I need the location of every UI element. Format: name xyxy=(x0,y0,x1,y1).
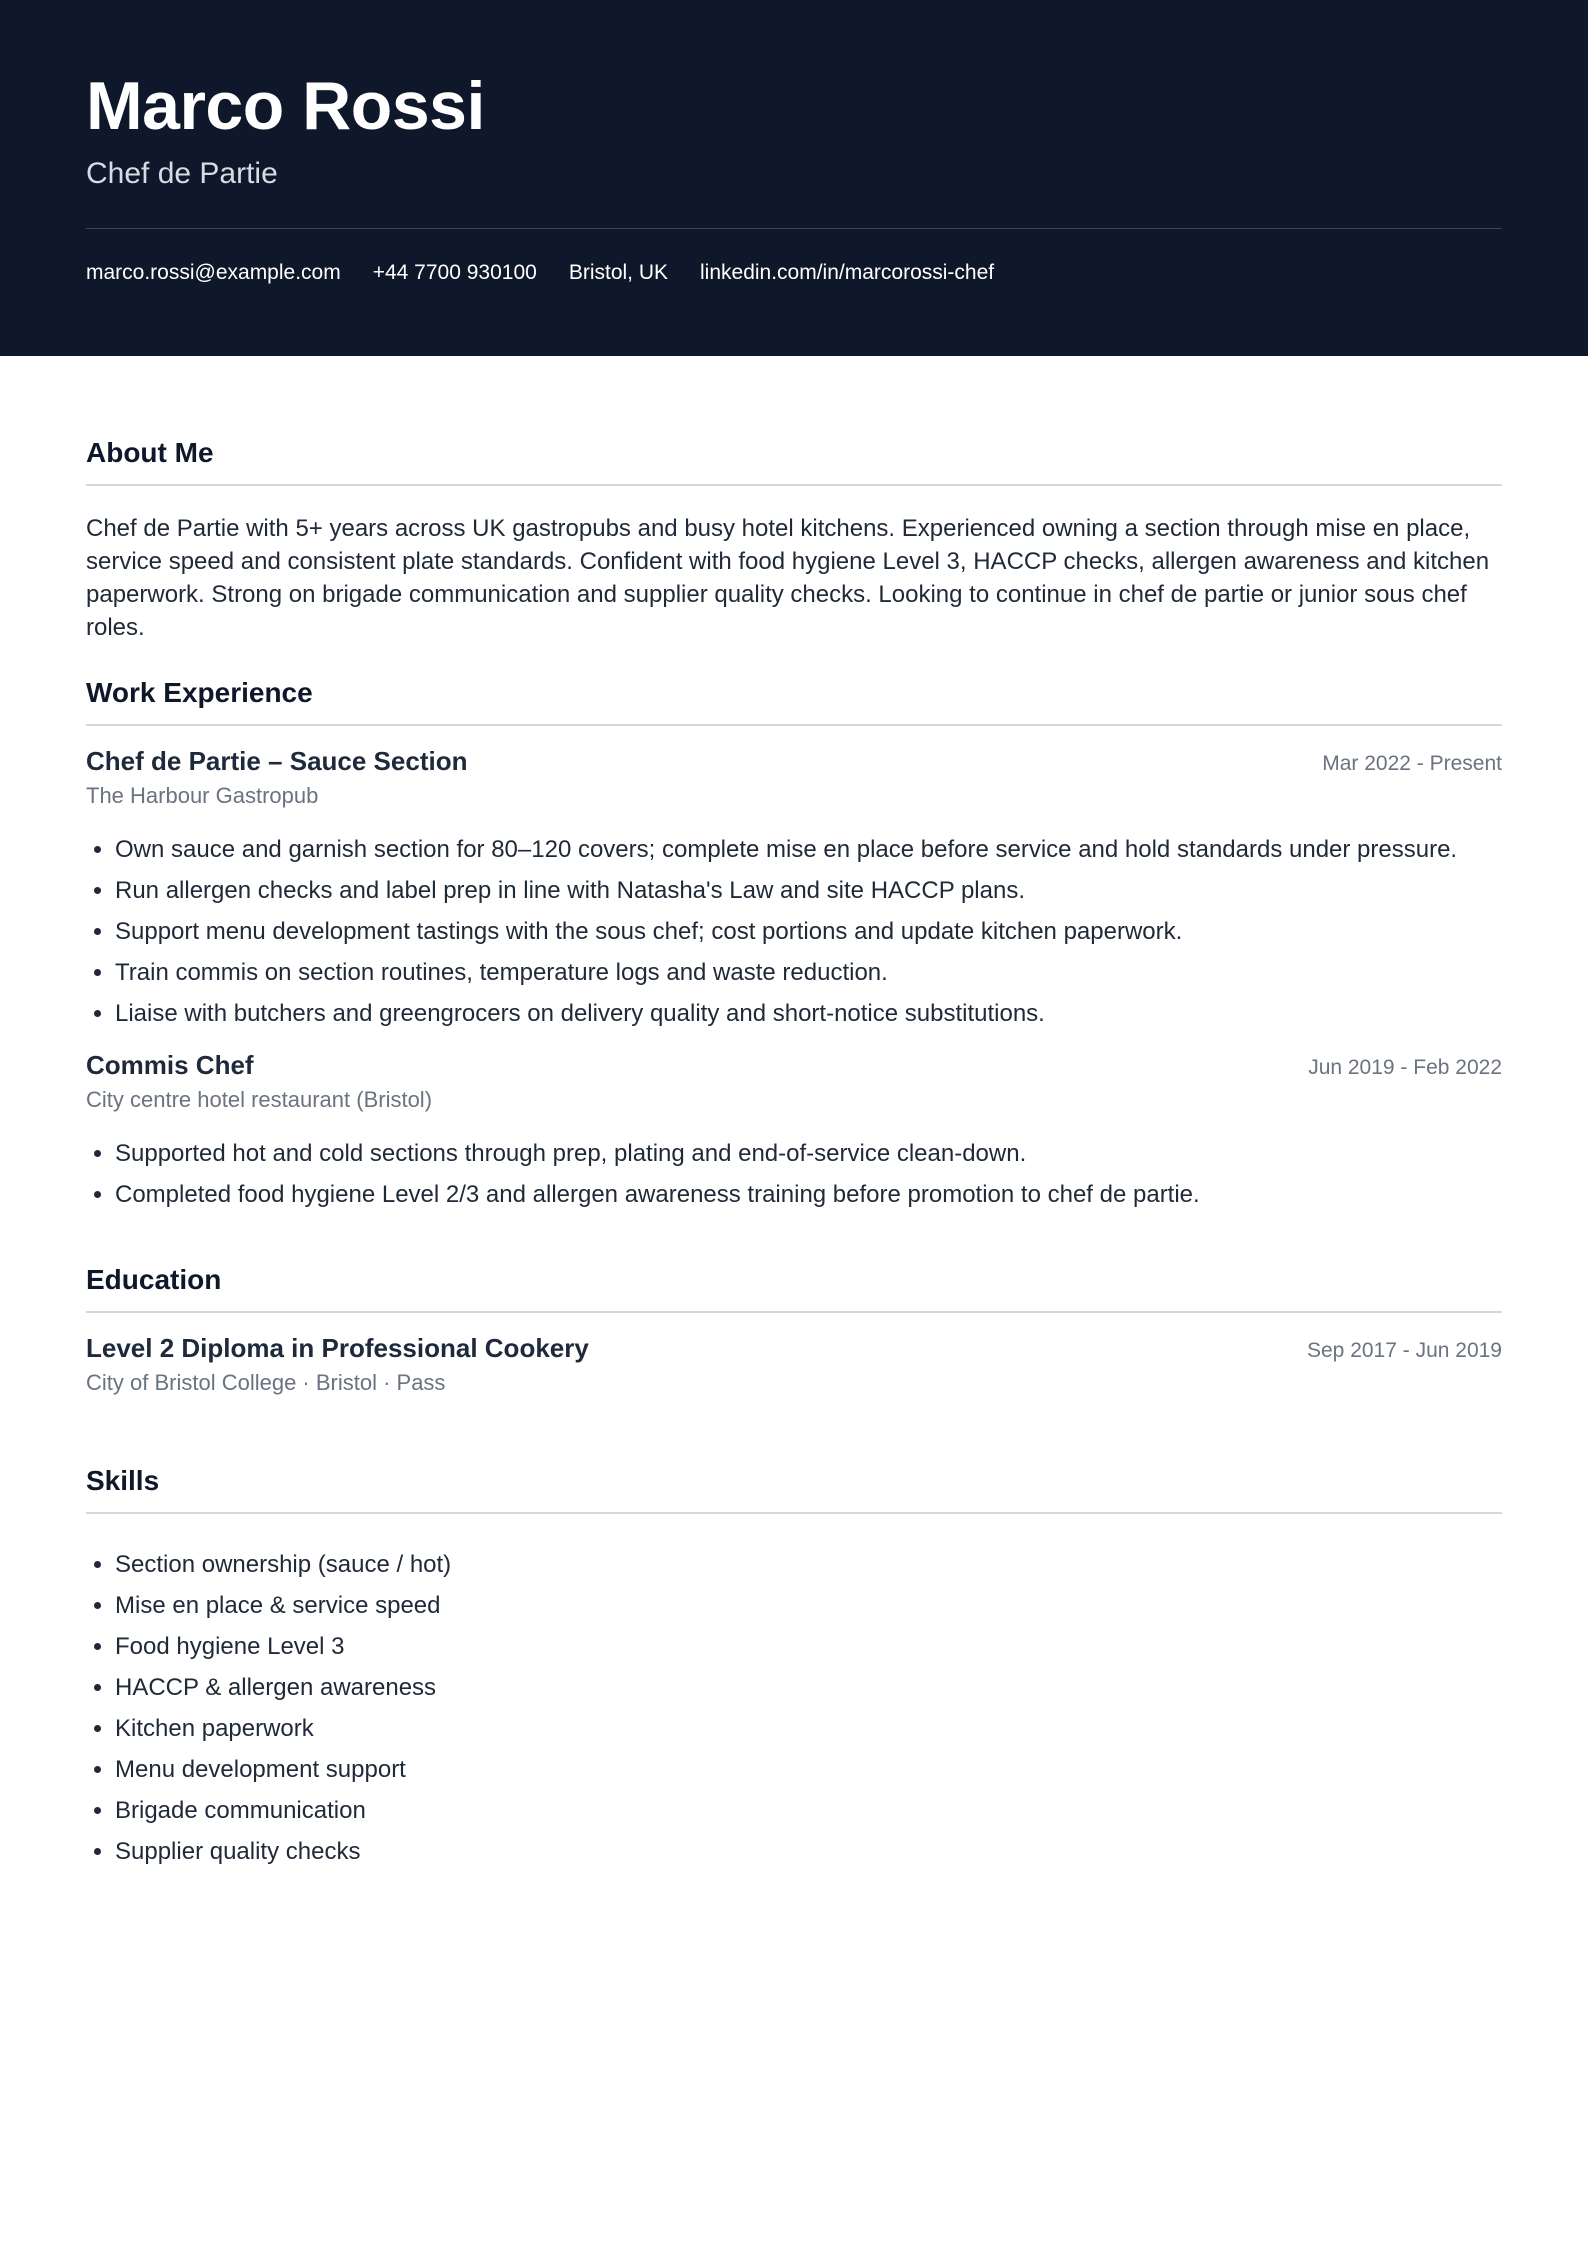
education-dates: Sep 2017 - Jun 2019 xyxy=(1307,1339,1502,1362)
job-dates: Jun 2019 - Feb 2022 xyxy=(1308,1056,1502,1079)
resume-body xyxy=(0,356,1588,1872)
skill-item: • Supplier quality checks xyxy=(115,1831,1502,1872)
job-bullet: • Own sauce and garnish section for 80–120 covers; complete mise en place before service and hold standards under pressure. xyxy=(115,829,1502,870)
job-bullet: • Run allergen checks and label prep in line with Natasha's Law and site HACCP plans. xyxy=(115,870,1502,911)
education-degree: Level 2 Diploma in Professional Cookery xyxy=(86,1333,589,1363)
about-text: Chef de Partie with 5+ years across UK gastropubs and busy hotel kitchens. Experienced owning a section through mise en place, service speed and consistent plate standards. Confident with food hygiene Level 3, HACCP checks, allergen awareness and kitchen paperwork. Strong on brigade communication and supplier quality checks. Looking to continue in chef de partie or junior sous chef roles. xyxy=(86,515,1490,641)
experience-heading: Work Experience xyxy=(86,674,1502,726)
skill-item: • Brigade communication xyxy=(115,1790,1502,1831)
about-section xyxy=(86,434,1502,644)
contact-location: Bristol, UK xyxy=(568,261,668,284)
skill-item: • Section ownership (sauce / hot) xyxy=(115,1544,1502,1585)
job-header xyxy=(86,744,1502,781)
education-entry xyxy=(86,1331,1502,1398)
skill-item: • Kitchen paperwork xyxy=(115,1708,1502,1749)
education-heading: Education xyxy=(86,1261,1502,1313)
resume-header xyxy=(0,0,1588,356)
job-dates: Mar 2022 - Present xyxy=(1322,752,1502,775)
job-bullet: • Supported hot and cold sections through prep, plating and end-of-service clean-down. xyxy=(115,1133,1502,1174)
job-entry xyxy=(86,1048,1502,1215)
experience-section xyxy=(86,674,1502,1215)
header-divider xyxy=(86,228,1502,229)
job-bullet: • Liaise with butchers and greengrocers on delivery quality and short-notice substitutions. xyxy=(115,993,1502,1034)
job-bullets xyxy=(86,829,1502,1034)
candidate-name: Marco Rossi xyxy=(86,68,485,144)
contact-linkedin[interactable]: linkedin.com/in/marcorossi-chef xyxy=(700,261,995,284)
contact-list xyxy=(86,259,1502,287)
skill-item: • Menu development support xyxy=(115,1749,1502,1790)
job-header xyxy=(86,1048,1502,1085)
skill-item: • HACCP & allergen awareness xyxy=(115,1667,1502,1708)
job-organization: City centre hotel restaurant (Bristol) xyxy=(86,1087,433,1112)
job-role: Chef de Partie – Sauce Section xyxy=(86,746,468,776)
job-bullet: • Support menu development tastings with the sous chef; cost portions and update kitchen paperwork. xyxy=(115,911,1502,952)
education-section xyxy=(86,1261,1502,1398)
job-bullet: • Train commis on section routines, temperature logs and waste reduction. xyxy=(115,952,1502,993)
about-heading: About Me xyxy=(86,434,1502,486)
job-entry xyxy=(86,744,1502,1034)
job-bullet: • Completed food hygiene Level 2/3 and allergen awareness training before promotion to chef de partie. xyxy=(115,1174,1502,1215)
education-header xyxy=(86,1331,1502,1368)
skills-list xyxy=(86,1544,1502,1872)
job-organization: The Harbour Gastropub xyxy=(86,783,319,808)
job-bullets xyxy=(86,1133,1502,1215)
skills-heading: Skills xyxy=(86,1462,1502,1514)
skill-item: • Mise en place & service speed xyxy=(115,1585,1502,1626)
education-details: City of Bristol College · Bristol · Pass xyxy=(86,1370,446,1395)
candidate-title: Chef de Partie xyxy=(86,157,278,190)
skills-section xyxy=(86,1462,1502,1872)
skill-item: • Food hygiene Level 3 xyxy=(115,1626,1502,1667)
job-role: Commis Chef xyxy=(86,1050,254,1080)
contact-email[interactable]: marco.rossi@example.com xyxy=(86,261,341,284)
contact-phone[interactable]: +44 7700 930100 xyxy=(372,261,537,284)
